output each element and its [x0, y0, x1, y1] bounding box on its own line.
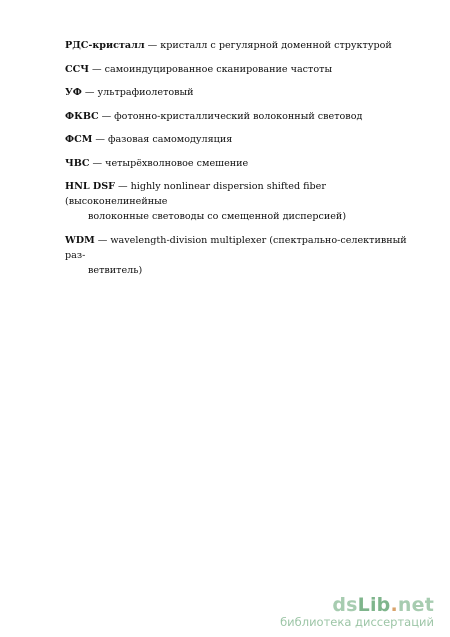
glossary-entry: [65, 109, 417, 124]
dslib-logo: [280, 595, 434, 615]
logo-net: net: [397, 594, 434, 616]
glossary-term: УФ: [65, 87, 82, 98]
glossary-entry: [65, 233, 417, 278]
glossary-term: ФКВС: [65, 110, 99, 122]
dash-separator: —: [84, 87, 95, 98]
glossary-entry: [65, 62, 417, 77]
dash-separator: —: [95, 134, 105, 145]
glossary-list: [65, 38, 417, 286]
dash-separator: —: [92, 157, 103, 169]
dash-separator: —: [147, 40, 158, 51]
glossary-entry: [65, 38, 417, 53]
glossary-definition-line2: волоконные световоды со смещенной дисперсией): [88, 211, 347, 222]
glossary-entry: [65, 85, 417, 100]
logo-ds: ds: [332, 594, 358, 616]
glossary-term: ФСМ: [65, 134, 93, 145]
glossary-definition: кристалл с регулярной доменной структурой: [160, 40, 392, 51]
glossary-definition-line1: highly nonlinear dispersion shifted fiber (высоконелинейные: [65, 181, 326, 207]
glossary-term: РДС-кристалл: [65, 40, 145, 51]
dslib-watermark: [280, 595, 434, 629]
glossary-definition: четырёхволновое смешение: [105, 157, 249, 169]
glossary-definition-line1: wavelength-division multiplexer (спектрально-селективный раз-: [65, 234, 407, 261]
dash-separator: —: [117, 181, 128, 192]
glossary-term: ССЧ: [65, 63, 90, 75]
dash-separator: —: [101, 110, 112, 122]
glossary-entry: [65, 179, 417, 224]
glossary-definition: самоиндуцированное сканирование частоты: [104, 63, 333, 75]
glossary-definition-line2: ветвитель): [88, 264, 143, 276]
dash-separator: —: [92, 63, 102, 75]
glossary-entry: [65, 132, 417, 147]
logo-dot: .: [390, 594, 398, 616]
watermark-subtitle: библиотека диссертаций: [280, 615, 434, 629]
glossary-entry: [65, 156, 417, 171]
glossary-term: WDM: [65, 234, 95, 246]
glossary-definition: ультрафиолетовый: [97, 87, 194, 98]
glossary-definition: фотонно-кристаллический волоконный световод: [114, 110, 363, 122]
logo-lib: Lib: [357, 594, 391, 616]
glossary-term: ЧВС: [65, 157, 90, 169]
glossary-term: HNL DSF: [65, 181, 115, 192]
glossary-definition: фазовая самомодуляция: [107, 134, 233, 145]
dash-separator: —: [97, 234, 108, 246]
